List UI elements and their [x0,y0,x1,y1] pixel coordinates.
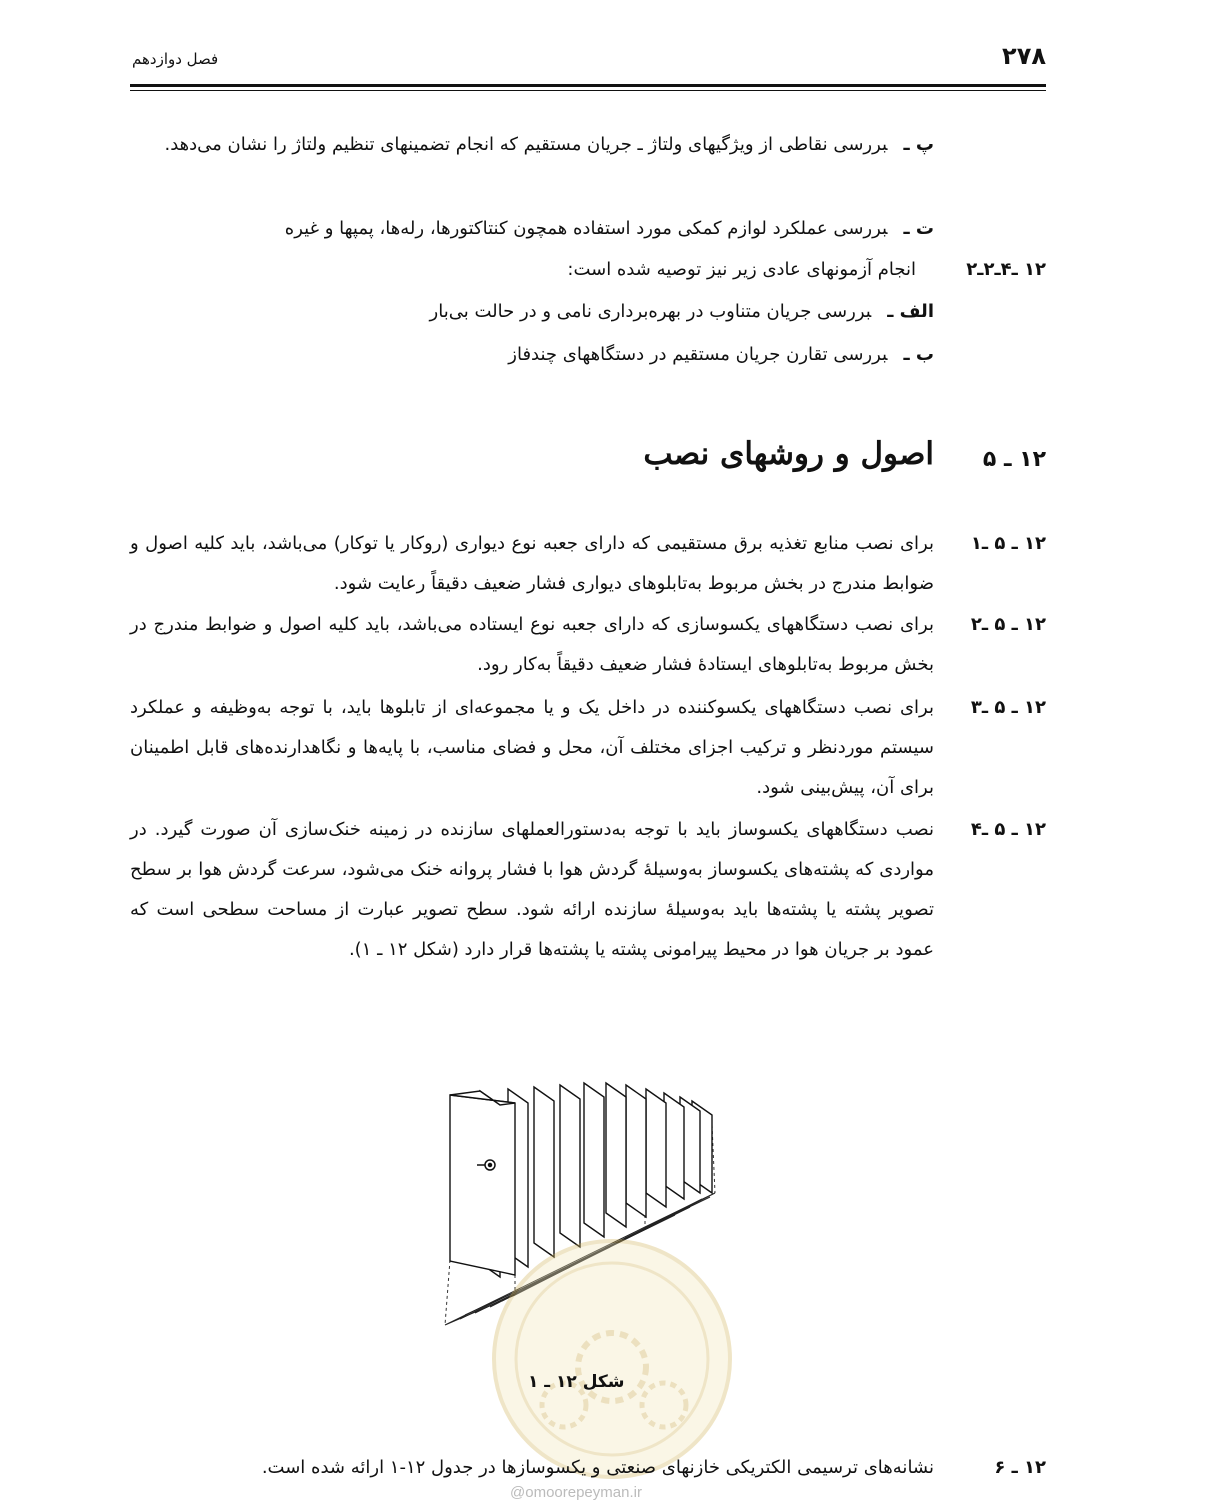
clause-text: برای نصب دستگاههای یکسوکننده در داخل یک و یا مجموعه‌ای از تابلوها باید، با توجه به‌وظیفه و عملکرد سیستم موردنظر و ترکیب اجزای مختلف آن، محل و فضای مناسب، با پایه‌ها و نگاهدارنده‌های قابل اطمینان برای آن، پیش‌بینی شود. [130,697,934,798]
clause-number: ۱۲ ـ ۵ ـ۳ [970,697,1046,718]
clause-number: ۱۲ ـ ۵ ـ۱ [970,533,1046,554]
item-text: بررسی نقاطی از ویژگیهای ولتاژ ـ جریان مستقیم که انجام تضمینهای تنظیم ولتاژ را نشان می‌دهد. [164,134,888,155]
chapter-title: فصل دوازدهم [132,50,219,68]
header-rule-thin [130,90,1046,91]
item-label: پ ـ [903,134,934,155]
section-title: اصول و روشهای نصب [643,436,934,472]
clause-text: نشانه‌های ترسیمی الکتریکی خازنهای صنعتی و یکسوسازها در جدول ۱۲-۱ ارائه شده است. [261,1457,934,1478]
list-item [130,335,1046,375]
list-item [130,125,1046,209]
watermark-seal-icon [488,1235,736,1483]
section-number: ۱۲ ـ ۵ [982,447,1046,472]
section-heading [130,436,1046,484]
clause-text: برای نصب دستگاههای یکسوسازی که دارای جعبه نوع ایستاده می‌باشد، باید کلیه اصول و ضوابط مندرج در بخش مربوط به‌تابلوهای ایستادهٔ فشار ضعیف دقیقاً به‌کار رود. [130,614,934,675]
list-item [130,209,1046,249]
item-label: ت ـ [903,218,934,239]
item-text: بررسی جریان متناوب در بهره‌برداری نامی و در حالت بی‌بار [429,301,872,322]
watermark-text: @omoorepeyman.ir [510,1484,642,1501]
clause-row [130,810,1046,1015]
clause-text: برای نصب منابع تغذیه برق مستقیمی که دارای جعبه نوع دیواری (روکار یا توکار) می‌باشد، باید کلیه اصول و ضوابط مندرج در بخش مربوط به‌تابلوهای دیواری فشار ضعیف دقیقاً رعایت شود. [130,533,934,594]
clause-text: انجام آزمونهای عادی زیر نیز توصیه شده است: [567,259,916,280]
item-text: بررسی عملکرد لوازم کمکی مورد استفاده همچون کنتاکتورها، رله‌ها، پمپها و غیره [284,218,888,239]
header-rule-thick [130,84,1046,87]
item-label: ب ـ [903,344,934,365]
clause-text: نصب دستگاههای یکسوساز باید با توجه به‌دستورالعملهای سازنده در زمینه خنک‌سازی آن صورت گیرد. در مواردی که پشته‌های یکسوساز به‌وسیلهٔ گردش هوا با فشار پروانه خنک می‌شود، سرعت گردش هوا بر سطح تصویر پشته یا پشته‌ها باید به‌وسیلهٔ سازنده ارائه شود. سطح تصویر عبارت از مساحت سطحی است که عمود بر جریان هوا در محیط پیرامونی پشته یا پشته‌ها قرار دارد (شکل ۱۲ ـ ۱). [130,819,934,960]
list-item [130,292,1046,332]
clause-row [130,250,1046,290]
item-text: بررسی تقارن جریان مستقیم در دستگاههای چندفاز [508,344,888,365]
figure-caption: شکل ۱۲ ـ ۱ [528,1372,625,1392]
clause-number: ۱۲ ـ ۶ [994,1457,1046,1478]
clause-row [130,524,1046,604]
clause-row [130,1448,1046,1488]
clause-row [130,605,1046,685]
clause-number: ۱۲ ـ ۵ ـ۴ [970,819,1046,840]
clause-number: ۱۲ ـ ۵ ـ۲ [970,614,1046,635]
page-number: ۲۷۸ [1002,42,1046,70]
item-label: الف ـ [887,301,934,322]
clause-row [130,688,1046,808]
clause-number: ۱۲ ـ۴ـ۲ـ۲ [966,259,1046,280]
